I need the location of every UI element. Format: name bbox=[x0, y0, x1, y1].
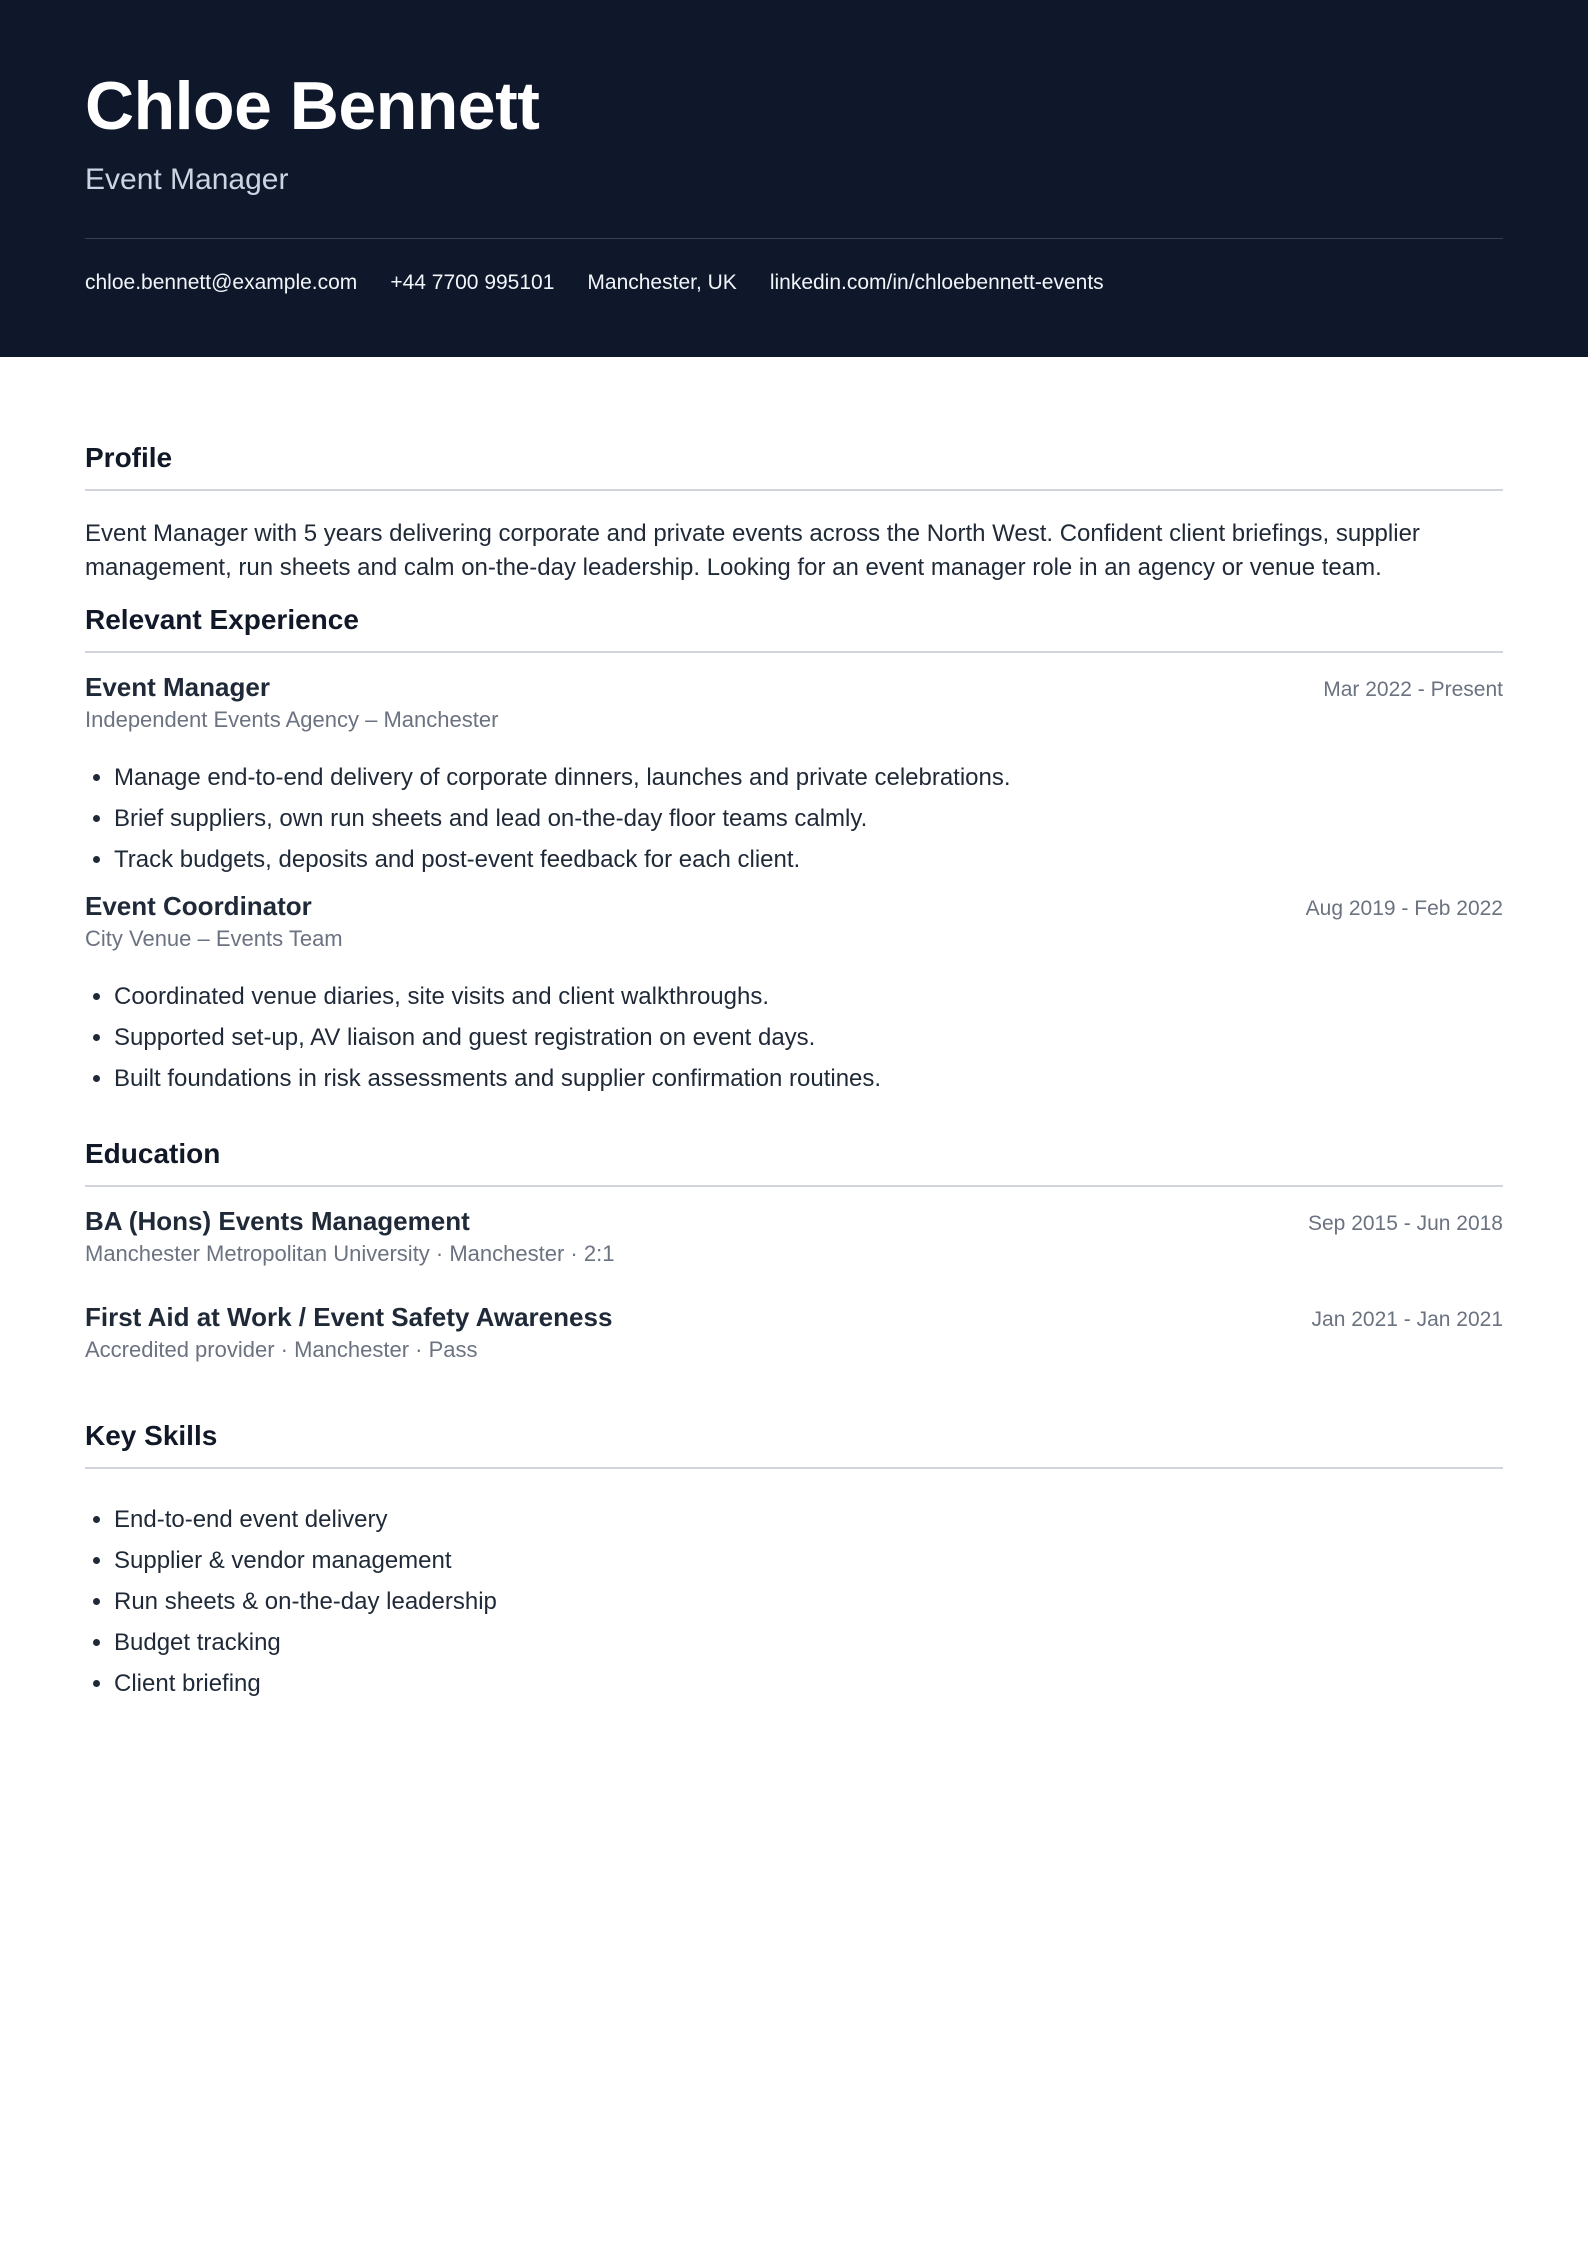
bullet-item: • Coordinated venue diaries, site visits and client walkthroughs. bbox=[114, 976, 1503, 1017]
profile-summary: Event Manager with 5 years delivering corporate and private events across the North West. Confident client briefings, supplier management, run sheets and calm on-the-day leadership. Looking for an event manager role in an agency or venue team. bbox=[85, 520, 1420, 581]
education-entry bbox=[85, 1301, 1503, 1365]
skill-item: • End-to-end event delivery bbox=[114, 1499, 1503, 1540]
education-title: First Aid at Work / Event Safety Awareness bbox=[85, 1302, 613, 1332]
candidate-name: Chloe Bennett bbox=[85, 68, 540, 144]
education-dates: Jan 2021 - Jan 2021 bbox=[1311, 1308, 1503, 1331]
job-header bbox=[85, 890, 1503, 922]
job-entry bbox=[85, 890, 1503, 1099]
job-title: Event Manager bbox=[85, 672, 270, 702]
section-heading-experience: Relevant Experience bbox=[85, 603, 1503, 653]
skill-item: • Client briefing bbox=[114, 1663, 1503, 1704]
education-header bbox=[85, 1301, 1503, 1333]
education-title: BA (Hons) Events Management bbox=[85, 1206, 470, 1236]
contact-email[interactable]: chloe.bennett@example.com bbox=[85, 271, 358, 294]
contact-phone[interactable]: +44 7700 995101 bbox=[390, 271, 555, 294]
candidate-title: Event Manager bbox=[85, 163, 289, 196]
section-heading-skills: Key Skills bbox=[85, 1419, 1503, 1469]
job-bullets bbox=[85, 976, 1503, 1099]
profile-section bbox=[85, 441, 1503, 585]
job-title: Event Coordinator bbox=[85, 891, 312, 921]
job-entry bbox=[85, 671, 1503, 880]
contact-linkedin[interactable]: linkedin.com/in/chloebennett-events bbox=[769, 271, 1104, 294]
contact-location: Manchester, UK bbox=[587, 271, 737, 294]
resume-header bbox=[0, 0, 1588, 357]
contact-row bbox=[85, 271, 1503, 295]
education-header bbox=[85, 1205, 1503, 1237]
section-heading-profile: Profile bbox=[85, 441, 1503, 491]
experience-section bbox=[85, 603, 1503, 1099]
bullet-item: • Built foundations in risk assessments and supplier confirmation routines. bbox=[114, 1058, 1503, 1099]
header-divider bbox=[85, 238, 1503, 239]
resume-body bbox=[0, 441, 1588, 1704]
job-dates: Mar 2022 - Present bbox=[1323, 678, 1503, 701]
job-header bbox=[85, 671, 1503, 703]
bullet-item: • Brief suppliers, own run sheets and lead on-the-day floor teams calmly. bbox=[114, 798, 1503, 839]
skill-item: • Supplier & vendor management bbox=[114, 1540, 1503, 1581]
education-detail: Accredited provider · Manchester · Pass bbox=[85, 1337, 478, 1362]
job-organization: Independent Events Agency – Manchester bbox=[85, 707, 499, 732]
skill-item: • Run sheets & on-the-day leadership bbox=[114, 1581, 1503, 1622]
skill-item: • Budget tracking bbox=[114, 1622, 1503, 1663]
education-dates: Sep 2015 - Jun 2018 bbox=[1308, 1212, 1503, 1235]
education-entry bbox=[85, 1205, 1503, 1269]
job-organization: City Venue – Events Team bbox=[85, 926, 343, 951]
section-heading-education: Education bbox=[85, 1137, 1503, 1187]
bullet-item: • Track budgets, deposits and post-event feedback for each client. bbox=[114, 839, 1503, 880]
job-dates: Aug 2019 - Feb 2022 bbox=[1305, 897, 1503, 920]
bullet-item: • Supported set-up, AV liaison and guest registration on event days. bbox=[114, 1017, 1503, 1058]
education-detail: Manchester Metropolitan University · Manchester · 2:1 bbox=[85, 1241, 615, 1266]
bullet-item: • Manage end-to-end delivery of corporate dinners, launches and private celebrations. bbox=[114, 757, 1503, 798]
skills-list bbox=[85, 1499, 1503, 1704]
job-bullets bbox=[85, 757, 1503, 880]
education-section bbox=[85, 1137, 1503, 1365]
skills-section bbox=[85, 1419, 1503, 1704]
